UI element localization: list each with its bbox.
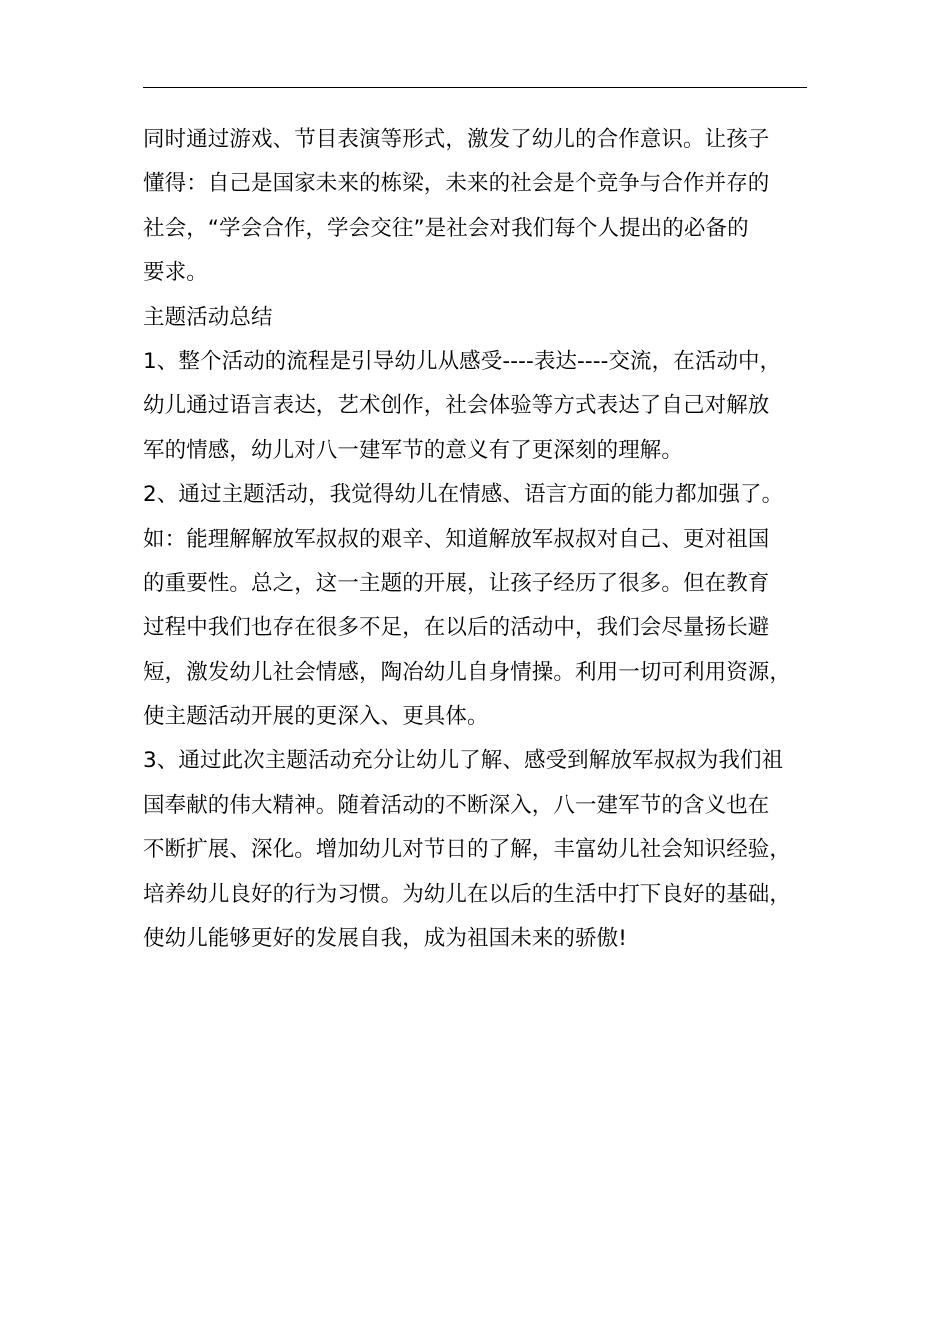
item-3-line-5: 使幼儿能够更好的发展自我，成为祖国未来的骄傲! [143, 926, 627, 952]
item-2-line-4: 过程中我们也存在很多不足，在以后的活动中，我们会尽量扬长避 [143, 615, 770, 641]
item-3-line-4: 培养幼儿良好的行为习惯。为幼儿在以后的生活中打下良好的基础， [143, 881, 792, 907]
item-1-line-2: 幼儿通过语言表达，艺术创作，社会体验等方式表达了自己对解放 [143, 393, 770, 419]
paragraph-1-line-1: 同时通过游戏、节目表演等形式，激发了幼儿的合作意识。让孩子 [143, 127, 770, 152]
paragraph-1-line-2: 懂得：自己是国家未来的栋梁，未来的社会是个竞争与合作并存的 [143, 171, 770, 197]
item-2-line-2: 如：能理解解放军叔叔的艰辛、知道解放军叔叔对自己、更对祖国 [143, 526, 770, 552]
item-1-line-3: 军的情感，幼儿对八一建军节的意义有了更深刻的理解。 [143, 437, 684, 463]
item-2-line-1: 2、通过主题活动，我觉得幼儿在情感、语言方面的能力都加强了。 [143, 482, 784, 508]
item-3-line-1: 3、通过此次主题活动充分让幼儿了解、感受到解放军叔叔为我们祖 [143, 748, 784, 774]
item-3-line-3: 不断扩展、深化。增加幼儿对节日的了解，丰富幼儿社会知识经验， [143, 837, 792, 863]
item-1-line-1: 1、整个活动的流程是引导幼儿从感受----表达----交流，在活动中， [143, 348, 782, 374]
section-heading: 主题活动总结 [143, 304, 273, 330]
header-rule [143, 87, 807, 88]
item-2-line-6: 使主题活动开展的更深入、更具体。 [143, 704, 489, 730]
document-body [143, 118, 813, 961]
item-2-line-5: 短，激发幼儿社会情感，陶冶幼儿自身情操。利用一切可利用资源， [143, 659, 792, 685]
paragraph-1-line-4: 要求。 [143, 260, 208, 286]
item-3-line-2: 国奉献的伟大精神。随着活动的不断深入，八一建军节的含义也在 [143, 792, 770, 818]
item-2-line-3: 的重要性。总之，这一主题的开展，让孩子经历了很多。但在教育 [143, 570, 770, 596]
paragraph-1-line-3: 社会，“学会合作，学会交往”是社会对我们每个人提出的必备的 [143, 215, 749, 241]
